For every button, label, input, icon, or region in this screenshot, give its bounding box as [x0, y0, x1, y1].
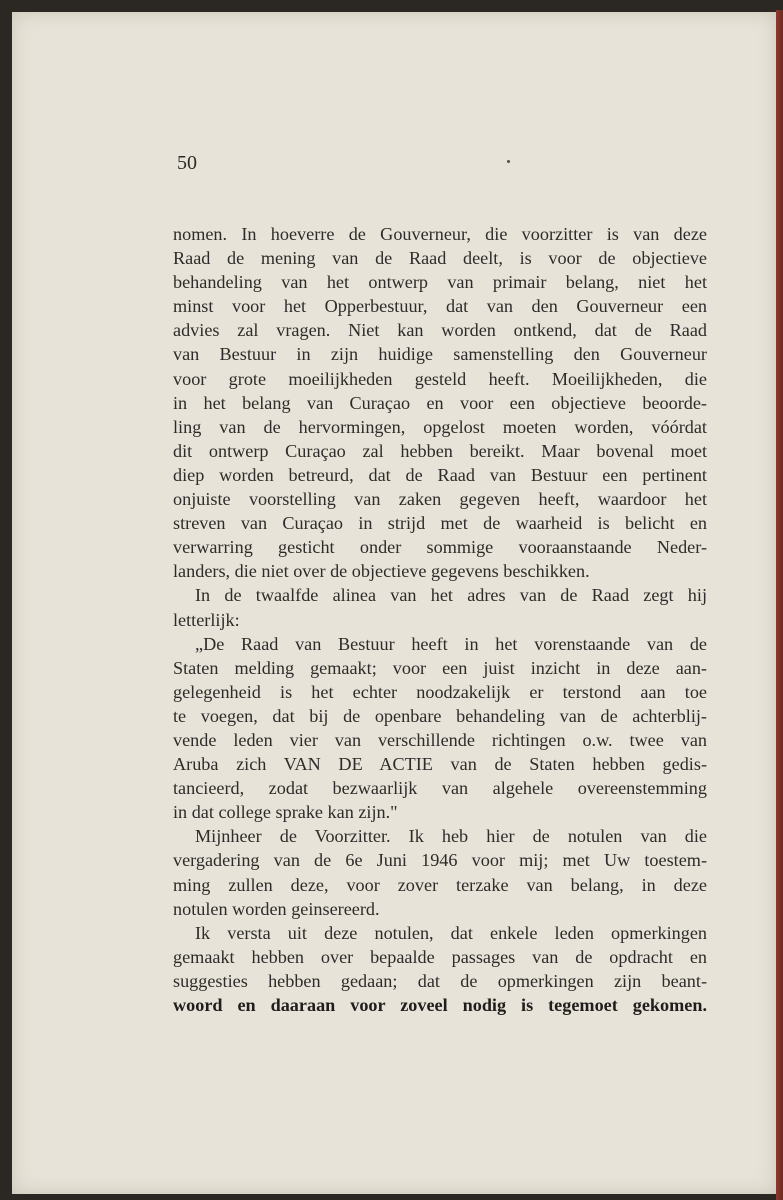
- text-line: diep worden betreurd, dat de Raad van Bestuur een pertinent: [173, 464, 707, 485]
- text-line: nomen. In hoeverre de Gouverneur, die voorzitter is van deze: [173, 224, 707, 244]
- text-line: in het belang van Curaçao en voor een objectieve beoorde-: [173, 392, 707, 413]
- page-number: 50: [177, 152, 197, 174]
- text-line: behandeling van het ontwerp van primair belang, niet het: [173, 272, 707, 293]
- paragraph-2: [173, 583, 707, 631]
- text-line: ming zullen deze, voor zover terzake van belang, in deze: [173, 874, 707, 895]
- text-line: vergadering van de 6e Juni 1946 voor mij; met Uw toestem-: [173, 850, 707, 871]
- text-line: letterlijk:: [173, 609, 240, 630]
- text-line: gemaakt hebben over bepaalde passages van de opdracht en: [173, 946, 707, 967]
- text-line: landers, die niet over de objectieve gegevens beschikken.: [173, 561, 590, 582]
- paragraph-1: [173, 222, 707, 583]
- text-line: ling van de hervormingen, opgelost moeten worden, vóórdat: [173, 416, 707, 437]
- text-line: van Bestuur in zijn huidige samenstelling den Gouverneur: [173, 344, 707, 365]
- text-line: Staten melding gemaakt; voor een juist inzicht in deze aan-: [173, 657, 707, 678]
- print-speck: [507, 160, 510, 163]
- text-line: verwarring gesticht onder sommige vooraanstaande Neder-: [173, 537, 707, 558]
- text-line: notulen worden geinsereerd.: [173, 898, 380, 919]
- text-line: „De Raad van Bestuur heeft in het vorenstaande van de: [195, 633, 707, 654]
- text-line: Ik versta uit deze notulen, dat enkele leden opmerkingen: [195, 922, 707, 943]
- text-line: gelegenheid is het echter noodzakelijk er terstond aan toe: [173, 681, 707, 702]
- text-line: in dat college sprake kan zijn.": [173, 802, 398, 823]
- text-line: dit ontwerp Curaçao zal hebben bereikt. Maar bovenal moet: [173, 440, 707, 461]
- text-line: suggesties hebben gedaan; dat de opmerkingen zijn beant-: [173, 970, 707, 991]
- text-line: Aruba zich VAN DE ACTIE van de Staten hebben gedis-: [173, 754, 707, 775]
- text-line: te voegen, dat bij de openbare behandeling van de achterblij-: [173, 705, 707, 726]
- body-text: [173, 222, 707, 1017]
- text-line: tancieerd, zodat bezwaarlijk van algehele overeenstemming: [173, 778, 707, 799]
- text-line: streven van Curaçao in strijd met de waarheid is belicht en: [173, 513, 707, 534]
- text-line: vende leden vier van verschillende richtingen o.w. twee van: [173, 729, 707, 750]
- paragraph-3-quote: [173, 632, 707, 825]
- paragraph-5: [173, 921, 707, 1017]
- text-line: Mijnheer de Voorzitter. Ik heb hier de notulen van die: [195, 826, 707, 847]
- text-line: woord en daaraan voor zoveel nodig is tegemoet gekomen.: [173, 995, 707, 1015]
- text-line: voor grote moeilijkheden gesteld heeft. Moeilijkheden, die: [173, 368, 707, 389]
- text-line: advies zal vragen. Niet kan worden ontkend, dat de Raad: [173, 320, 707, 341]
- text-line: In de twaalfde alinea van het adres van de Raad zegt hij: [195, 585, 707, 606]
- paragraph-4: [173, 824, 707, 920]
- text-line: minst voor het Opperbestuur, dat van den Gouverneur een: [173, 296, 707, 317]
- text-line: Raad de mening van de Raad deelt, is voor de objectieve: [173, 248, 707, 269]
- book-cover-edge: [776, 10, 783, 1200]
- text-line: onjuiste voorstelling van zaken gegeven heeft, waardoor het: [173, 489, 707, 510]
